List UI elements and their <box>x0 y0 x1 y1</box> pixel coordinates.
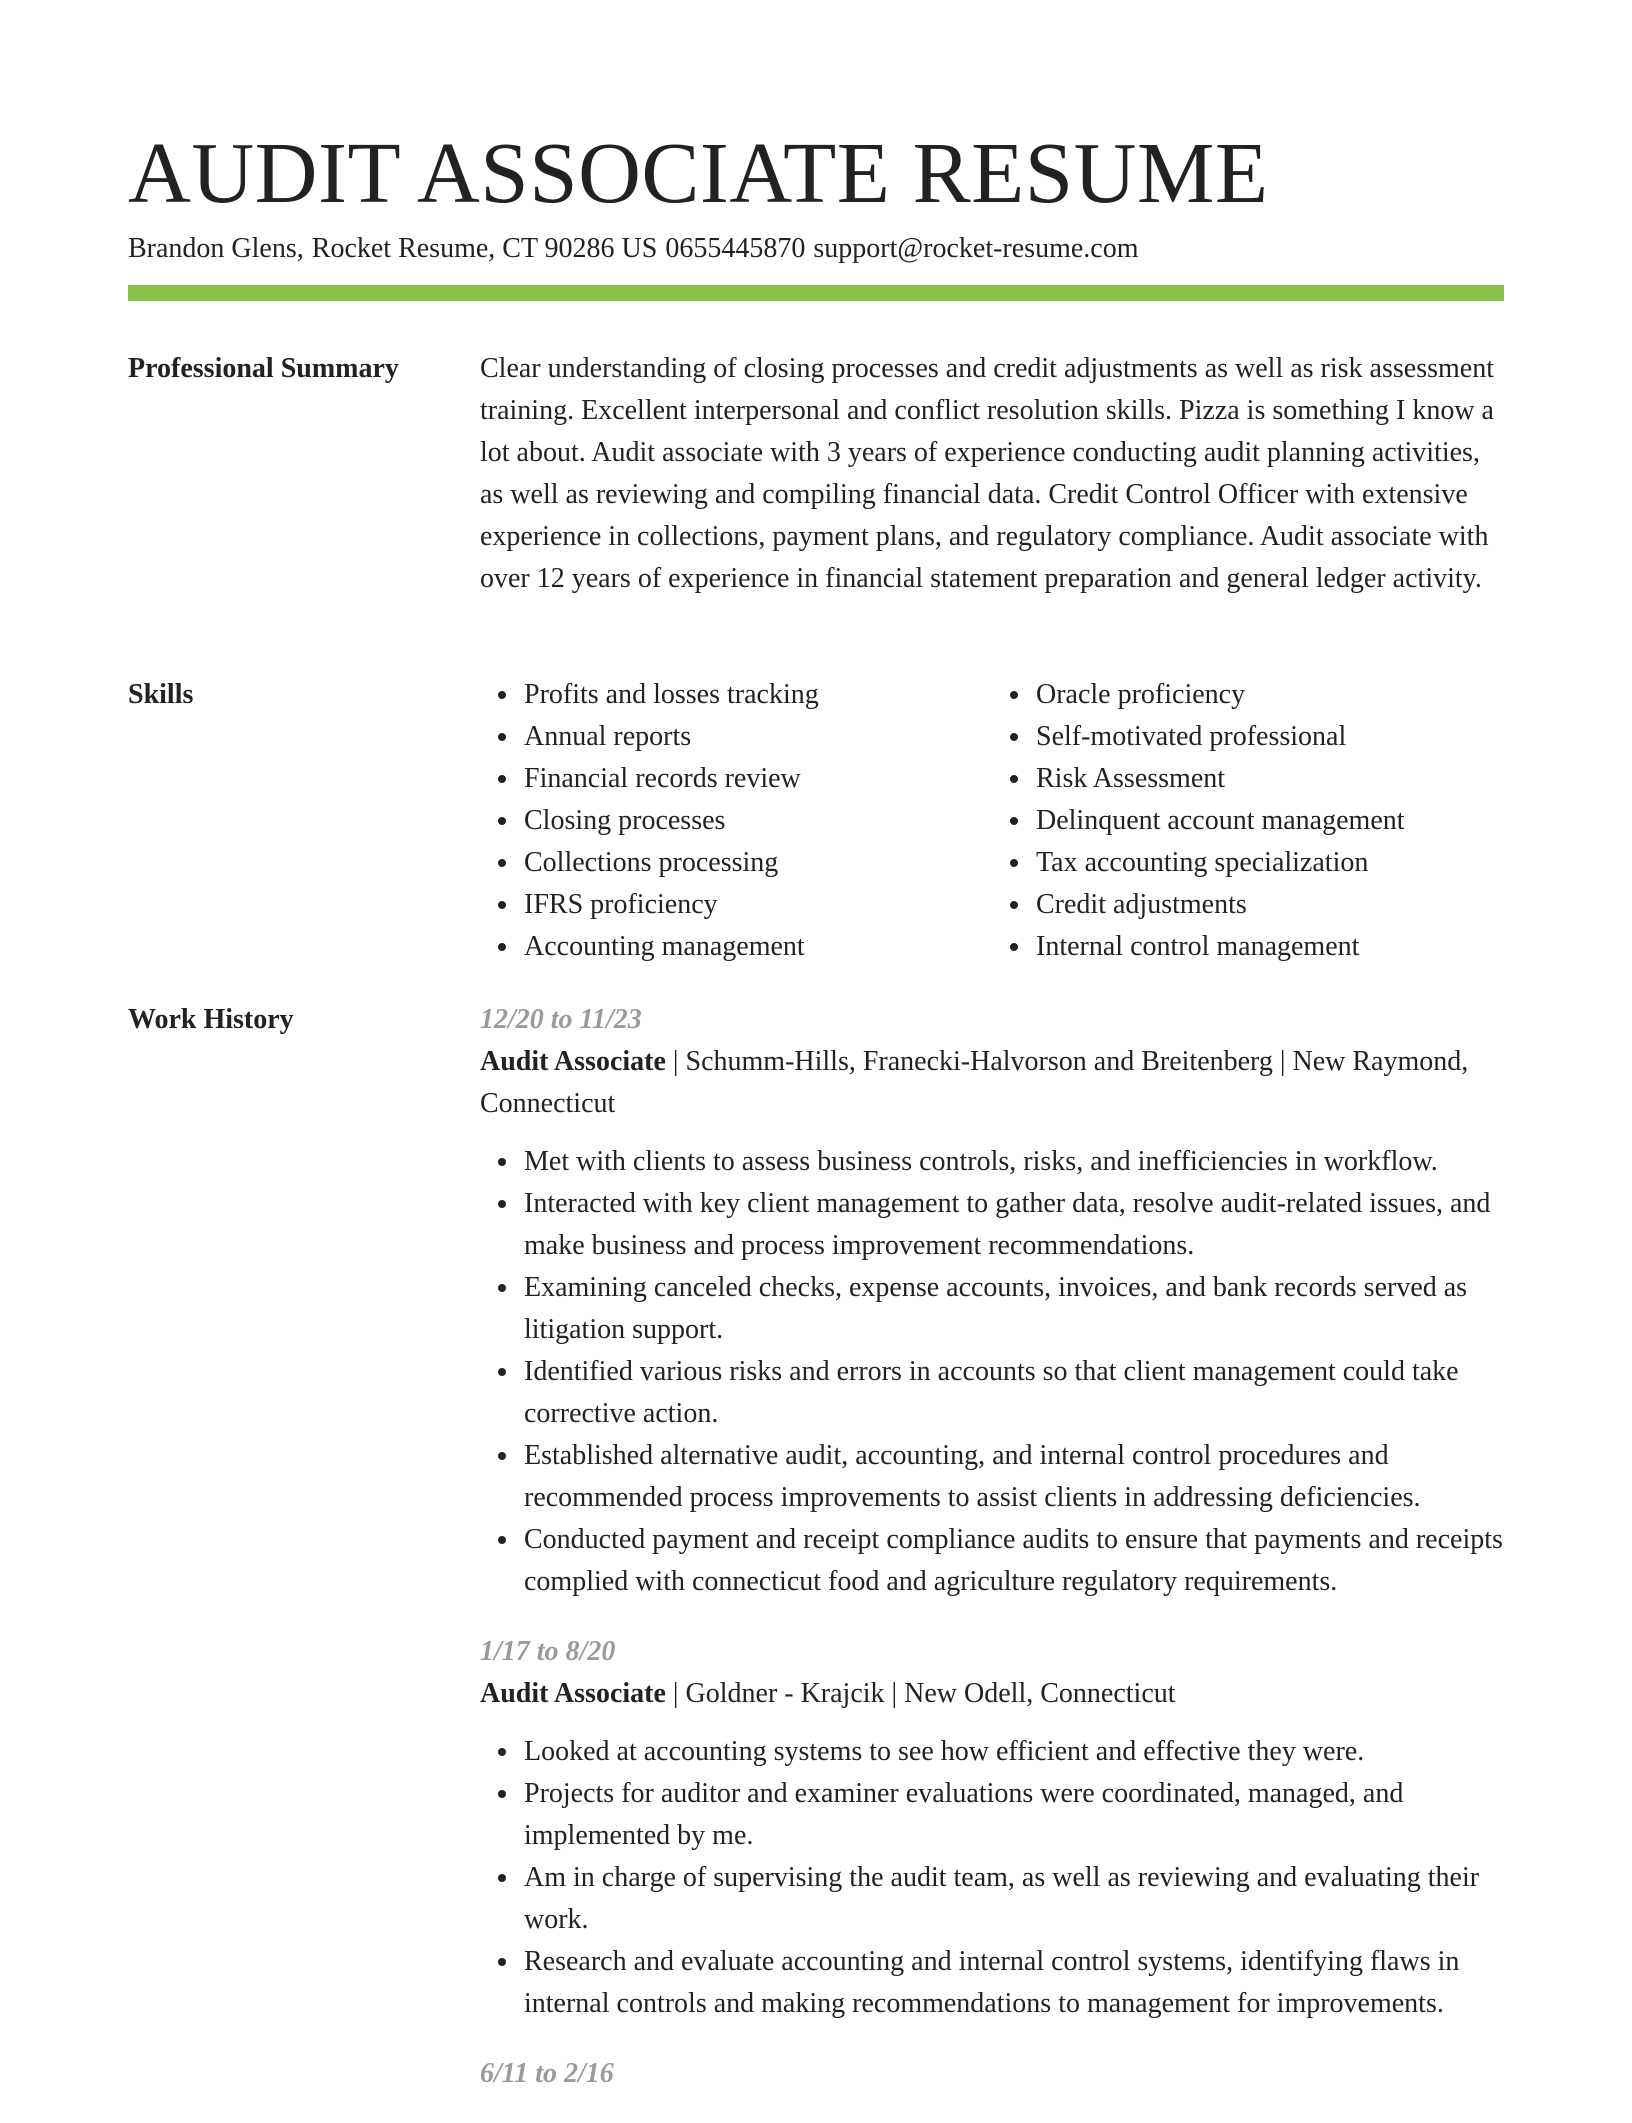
skill-item: Annual reports <box>524 716 992 758</box>
job-bullet: Looked at accounting systems to see how efficient and effective they were. <box>524 1731 1504 1773</box>
job-bullet: Am in charge of supervising the audit team, as well as reviewing and evaluating their work. <box>524 1857 1504 1941</box>
job-bullet: Met with clients to assess business controls, risks, and inefficiencies in workflow. <box>524 1141 1504 1183</box>
contact-name: Brandon Glens, <box>128 233 304 264</box>
job-details: | Goldner - Krajcik | New Odell, Connecticut <box>665 1678 1176 1709</box>
job-bullet: Projects for auditor and examiner evaluations were coordinated, managed, and implemented by me. <box>524 1773 1504 1857</box>
skills-label: Skills <box>128 679 194 710</box>
job-dates: 1/17 to 8/20 <box>480 1636 616 1667</box>
contact-address: Rocket Resume, CT 90286 US <box>311 233 658 264</box>
skill-item: Credit adjustments <box>1036 884 1504 926</box>
skill-item: Profits and losses tracking <box>524 674 992 716</box>
job-entry <box>480 1631 1504 2025</box>
job-details: | Schumm-Hills, Franecki-Halvorson and Breitenberg | New Raymond, Connecticut <box>480 1046 1469 1119</box>
page-title: AUDIT ASSOCIATE RESUME <box>128 124 1269 221</box>
skills-columns <box>480 674 1504 968</box>
skill-item: Delinquent account management <box>1036 800 1504 842</box>
work-body <box>480 999 1504 2123</box>
header-divider <box>128 285 1504 301</box>
skill-item: Risk Assessment <box>1036 758 1504 800</box>
summary-body <box>480 348 1504 600</box>
job-title-line <box>480 1041 1504 1125</box>
job-bullet: Examining canceled checks, expense accounts, invoices, and bank records served as litigation support. <box>524 1267 1504 1351</box>
contact-email: support@rocket-resume.com <box>813 233 1139 264</box>
skill-item: Financial records review <box>524 758 992 800</box>
job-bullet: Identified various risks and errors in accounts so that client management could take corrective action. <box>524 1351 1504 1435</box>
skills-list-right <box>992 674 1504 968</box>
job-role: Audit Associate <box>480 1046 666 1077</box>
skill-item: Collections processing <box>524 842 992 884</box>
job-bullet-list <box>480 1731 1504 2025</box>
skill-item: IFRS proficiency <box>524 884 992 926</box>
job-bullet: Established alternative audit, accounting, and internal control procedures and recommended process improvements to assist clients in addressing deficiencies. <box>524 1435 1504 1519</box>
job-title-line <box>480 1673 1504 1715</box>
skills-body <box>480 674 1504 968</box>
skill-item: Tax accounting specialization <box>1036 842 1504 884</box>
job-entry <box>480 2053 1504 2095</box>
job-bullet: Conducted payment and receipt compliance audits to ensure that payments and receipts complied with connecticut food and agriculture regulatory requirements. <box>524 1519 1504 1603</box>
summary-text: Clear understanding of closing processes and credit adjustments as well as risk assessment training. Excellent interpersonal and conflict resolution skills. Pizza is something I know a lot about. Audit associate with 3 years of experience conducting audit planning activities, as well as reviewing and compiling financial data. Credit Control Officer with extensive experience in collections, payment plans, and regulatory compliance. Audit associate with over 12 years of experience in financial statement preparation and general ledger activity. <box>480 353 1494 594</box>
skill-item: Closing processes <box>524 800 992 842</box>
job-bullet-list <box>480 1141 1504 1603</box>
job-entry <box>480 999 1504 1603</box>
job-dates: 6/11 to 2/16 <box>480 2058 614 2089</box>
summary-label: Professional Summary <box>128 353 399 384</box>
job-dates: 12/20 to 11/23 <box>480 1004 642 1035</box>
skills-list-left <box>480 674 992 968</box>
skill-item: Internal control management <box>1036 926 1504 968</box>
skill-item: Oracle proficiency <box>1036 674 1504 716</box>
job-bullet: Research and evaluate accounting and internal control systems, identifying flaws in internal controls and making recommendations to management for improvements. <box>524 1941 1504 2025</box>
skill-item: Accounting management <box>524 926 992 968</box>
contact-phone: 0655445870 <box>665 233 806 264</box>
work-label: Work History <box>128 1004 294 1035</box>
contact-line <box>128 230 1139 268</box>
job-role: Audit Associate <box>480 1678 666 1709</box>
job-bullet: Interacted with key client management to gather data, resolve audit-related issues, and make business and process improvement recommendations. <box>524 1183 1504 1267</box>
skill-item: Self-motivated professional <box>1036 716 1504 758</box>
